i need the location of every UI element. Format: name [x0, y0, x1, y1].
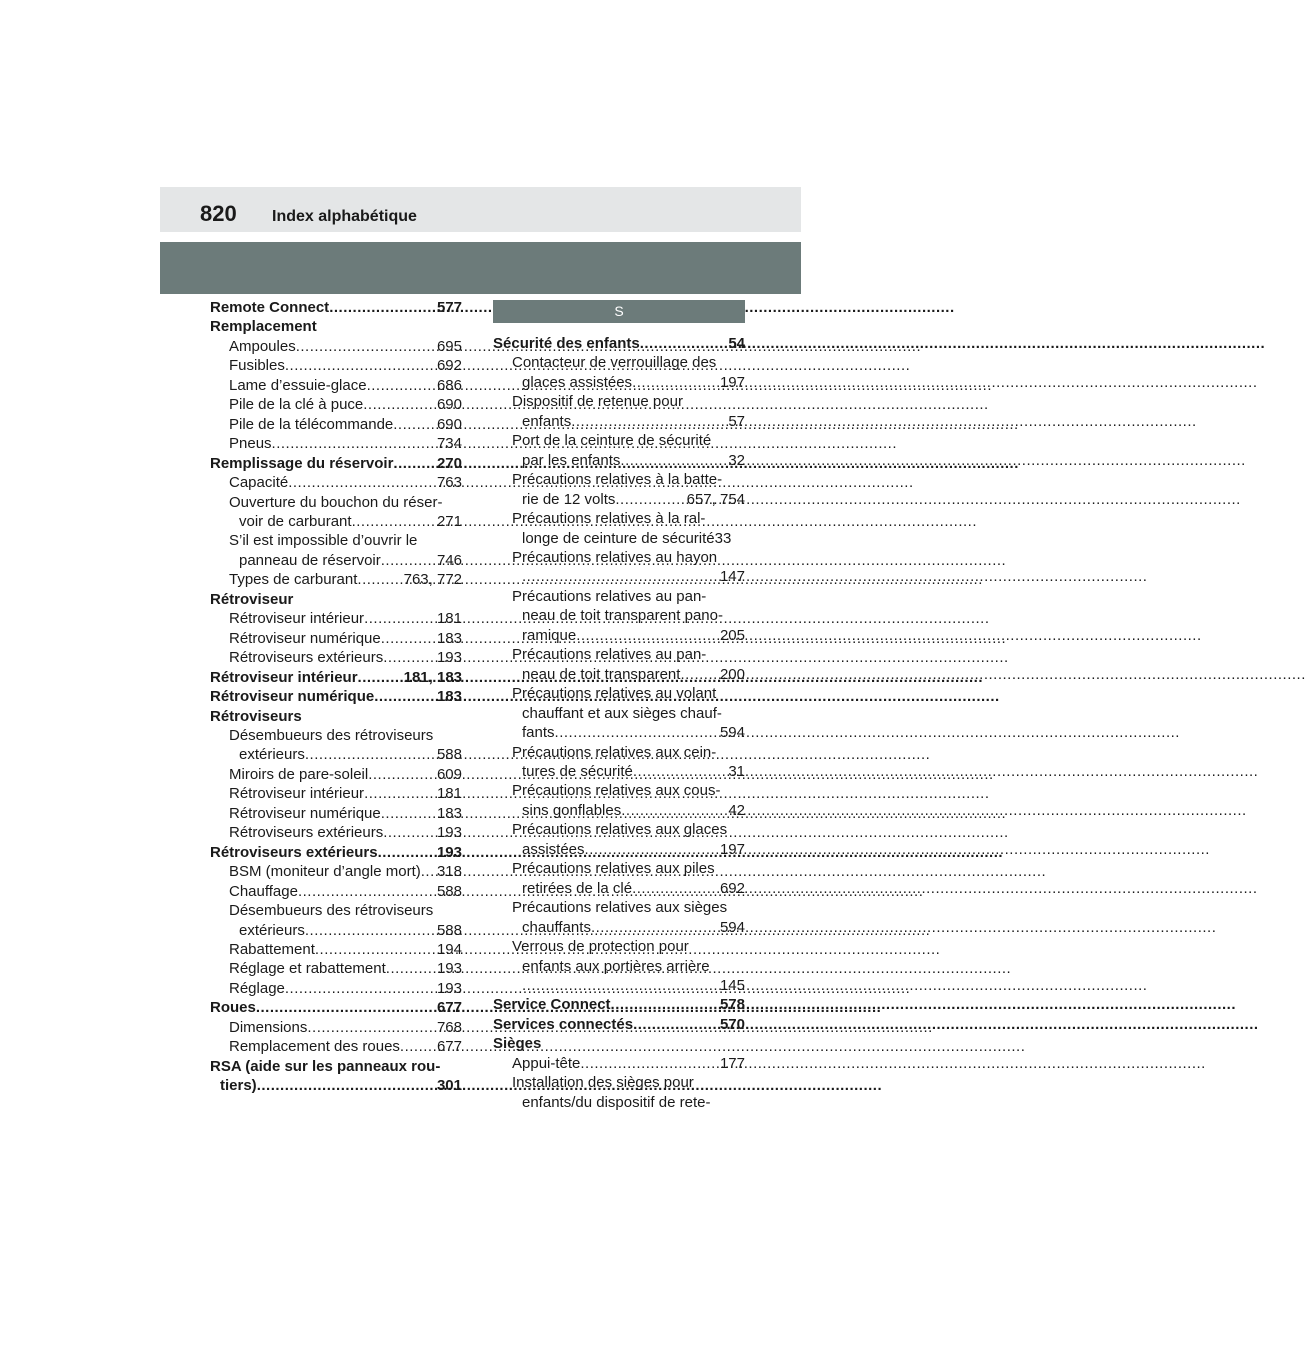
index-entry-label: Rétroviseur numérique: [210, 688, 375, 706]
index-entry-page: 318: [436, 863, 462, 881]
index-entry: [210, 687, 462, 706]
leader-dots: [381, 629, 436, 648]
index-entry-label: Remote Connect: [210, 299, 330, 316]
leader-dots: [363, 395, 436, 414]
index-entry-page: 692: [436, 357, 462, 375]
index-entry-label: Précautions relatives au pan-: [512, 587, 707, 605]
index-entry-label: fants: [522, 724, 555, 742]
index-entry-page: 197: [719, 840, 745, 858]
index-entry-page: 270: [436, 454, 462, 472]
index-entry-page: 609: [436, 765, 462, 783]
index-entry-label: Rétroviseur intérieur: [229, 785, 365, 803]
index-entry-label: Réglage et rabattement: [229, 960, 386, 978]
index-entry-label: enfants/du dispositif de rete-: [522, 1093, 711, 1111]
index-entry-label: Précautions relatives aux cein-: [512, 743, 717, 761]
index-entry-label: chauffants: [522, 918, 591, 936]
index-entry: [210, 570, 462, 589]
index-entry-label: Rétroviseurs: [210, 707, 302, 725]
leader-dots: [285, 356, 436, 375]
index-entry-label: sins gonflables: [522, 801, 622, 819]
index-entry-label: neau de toit transparent pano-: [522, 607, 723, 625]
leader-dots: [555, 723, 720, 742]
index-entry-label: Précautions relatives au pan-: [512, 646, 707, 664]
leader-dots: [357, 570, 402, 589]
index-entry: [210, 395, 462, 414]
leader-dots: [620, 451, 728, 470]
index-entry-label: Rétroviseur numérique: [229, 804, 381, 822]
index-entry: [210, 843, 462, 862]
index-entry: [493, 431, 745, 470]
index-entry-label: Précautions relatives aux piles: [512, 860, 715, 878]
index-entry-page: 205: [719, 626, 745, 644]
index-entry-label: Service Connect: [493, 996, 611, 1014]
index-entry-label: panneau de réservoir: [239, 551, 381, 569]
leader-dots: [367, 376, 436, 395]
index-entry: [493, 1034, 745, 1053]
index-entry-page: 193: [436, 979, 462, 997]
index-entry-page: 271: [436, 512, 462, 530]
index-entry-label: Pneus: [229, 435, 272, 453]
index-entry-page: 42: [728, 801, 745, 819]
leader-dots: [585, 840, 720, 859]
index-entry-label: Rabattement: [229, 940, 315, 958]
index-entry-page: 200: [719, 665, 745, 683]
index-entry: [210, 940, 462, 959]
leader-dots: [680, 665, 720, 684]
index-entry-label: par les enfants: [522, 451, 621, 469]
index-entry-label: assistées: [522, 840, 585, 858]
index-entry: [493, 820, 745, 859]
index-entry: [210, 784, 462, 803]
index-entry: [210, 629, 462, 648]
leader-dots: [364, 609, 436, 628]
index-entry-label: Précautions relatives au hayon: [512, 548, 718, 566]
index-entry: [210, 765, 462, 784]
leader-dots: [571, 412, 728, 431]
index-entry-label: Rétroviseurs extérieurs: [229, 824, 384, 842]
index-entry-page: 588: [436, 921, 462, 939]
index-entry: [493, 781, 745, 820]
index-entry-page: 147: [719, 568, 745, 586]
index-entry: [210, 726, 462, 765]
index-entry-label: rie de 12 volts: [522, 490, 616, 508]
index-entry-page: 746: [436, 551, 462, 569]
index-entry-label: Capacité: [229, 474, 289, 492]
index-entry: [493, 1054, 745, 1073]
index-entry-label: Réglage: [229, 979, 285, 997]
index-entry: [210, 356, 462, 375]
index-entry: [210, 707, 462, 726]
index-entry-page: 588: [436, 746, 462, 764]
index-entry: [493, 353, 745, 392]
leader-dots: [580, 1054, 719, 1073]
index-entry-label: Contacteur de verrouillage des: [512, 354, 717, 372]
index-entry-page: 577: [436, 299, 462, 316]
leader-dots: [381, 804, 436, 823]
leader-dots: [305, 745, 437, 764]
index-entry-label: Chauffage: [229, 882, 298, 900]
leader-dots: [632, 879, 720, 898]
index-entry: [493, 859, 745, 898]
index-entry: [210, 1018, 462, 1037]
leader-dots: [383, 823, 436, 842]
index-entry-label: Pile de la clé à puce: [229, 396, 364, 414]
index-entry: [210, 454, 462, 473]
leader-dots: [368, 765, 436, 784]
section-title: Index alphabétique: [272, 208, 417, 225]
decorative-band: [160, 242, 801, 294]
index-entry-label: glaces assistées: [522, 373, 633, 391]
index-entry-label: Précautions relatives à la ral-: [512, 510, 706, 528]
index-entry-page: 763, 772: [403, 571, 462, 589]
index-entry-page: 677: [436, 1038, 462, 1056]
index-entry: [493, 1015, 745, 1034]
index-entry: [210, 531, 462, 570]
index-entry: [493, 995, 745, 1014]
leader-dots: [576, 626, 720, 645]
index-entry-label: Désembueurs des rétroviseurs: [229, 726, 434, 744]
index-entry-page: 690: [436, 415, 462, 433]
index-entry-label: Précautions relatives à la batte-: [512, 471, 723, 489]
index-entry: [493, 743, 745, 782]
leader-dots: [591, 918, 720, 937]
index-entry: [210, 337, 462, 356]
index-entry: [210, 882, 462, 901]
leader-dots: [621, 801, 728, 820]
leader-dots: [522, 567, 720, 586]
index-entry: [493, 1073, 745, 1112]
index-entry: [210, 862, 462, 881]
index-entry: [493, 392, 745, 431]
index-entry-label: Fusibles: [229, 357, 285, 375]
index-entry-label: Ouverture du bouchon du réser-: [229, 493, 443, 511]
index-entry-label: Remplacement des roues: [229, 1038, 400, 1056]
index-entry-page: 193: [436, 960, 462, 978]
leader-dots: [400, 1037, 436, 1056]
index-entry-page: 197: [719, 373, 745, 391]
index-entry-page: 588: [436, 882, 462, 900]
index-entry-label: Précautions relatives aux sièges: [512, 899, 728, 917]
index-entry-page: 181: [436, 610, 462, 628]
page-number: 820: [200, 201, 237, 226]
index-entry-label: extérieurs: [239, 921, 305, 939]
leader-dots: [386, 959, 436, 978]
index-entry: [493, 548, 745, 587]
leader-dots: [256, 998, 436, 1017]
index-entry-label: voir de carburant: [239, 512, 352, 530]
index-entry-label: Précautions relatives aux cous-: [512, 782, 721, 800]
index-entry-label: Appui-tête: [512, 1054, 581, 1072]
index-entry: [210, 609, 462, 628]
index-entry: [493, 684, 745, 742]
index-entry-page: 686: [436, 376, 462, 394]
leader-dots: [640, 334, 728, 353]
index-entry: [210, 415, 462, 434]
index-entry: [210, 590, 462, 609]
index-entry-page: 193: [436, 649, 462, 667]
index-entry: [210, 959, 462, 978]
index-entry-label: chauffant et aux sièges chauf-: [522, 704, 722, 722]
leader-dots: [393, 415, 436, 434]
index-entry-label: Installation des sièges pour: [512, 1074, 694, 1092]
index-entry: [210, 668, 462, 687]
index-entry-page: 181: [436, 785, 462, 803]
index-entry-label: tures de sécurité: [522, 762, 633, 780]
index-entry-page: 183: [436, 629, 462, 647]
index-entry-page: 768: [436, 1018, 462, 1036]
index-entry-page: 33: [714, 529, 732, 547]
index-entry-page: 570: [719, 1015, 745, 1033]
index-entry-page: 594: [719, 918, 745, 936]
leader-dots: [381, 551, 437, 570]
index-entry: [493, 898, 745, 937]
leader-dots: [329, 298, 436, 317]
leader-dots: [393, 454, 436, 473]
index-entry-label: Verrous de protection pour: [512, 938, 689, 956]
index-entry-label: Types de carburant: [229, 571, 358, 589]
index-entry-label: Désembueurs des rétroviseurs: [229, 902, 434, 920]
index-entry: [493, 334, 745, 353]
index-entry-label: enfants aux portières arrière: [522, 957, 710, 975]
index-entry-page: 594: [719, 724, 745, 742]
leader-dots: [358, 668, 403, 687]
leader-dots: [632, 373, 720, 392]
index-entry: [210, 979, 462, 998]
index-entry-page: 177: [719, 1054, 745, 1072]
leader-dots: [296, 337, 436, 356]
index-entry-label: Sécurité des enfants: [493, 335, 640, 352]
index-entry: [493, 645, 745, 684]
index-entry-label: Services connectés: [493, 1015, 634, 1033]
index-entry-label: extérieurs: [239, 746, 305, 764]
index-entry-label: Lame d’essuie-glace: [229, 376, 367, 394]
index-entry-page: 734: [436, 435, 462, 453]
index-entry: [210, 998, 462, 1017]
index-entry: [210, 648, 462, 667]
index-entry-label: Ampoules: [229, 337, 296, 355]
index-entry-page: 32: [728, 451, 745, 469]
index-entry-label: enfants: [522, 412, 572, 430]
leader-dots: [288, 473, 436, 492]
index-entry-page: 692: [719, 879, 745, 897]
index-entry-page: 194: [436, 940, 462, 958]
index-entry: [210, 901, 462, 940]
leader-dots: [615, 490, 686, 509]
index-entry-label: neau de toit transparent: [522, 665, 681, 683]
leader-dots: [315, 940, 436, 959]
index-entry: [493, 470, 745, 509]
index-entry-page: 690: [436, 396, 462, 414]
index-entry: [210, 823, 462, 842]
index-entry-page: 301: [436, 1077, 462, 1095]
index-entry-label: BSM (moniteur d’angle mort): [229, 863, 421, 881]
index-entry-label: Dispositif de retenue pour: [512, 393, 683, 411]
index-entry-page: 145: [719, 976, 745, 994]
index-entry: [210, 473, 462, 492]
index-entry-label: Précautions relatives au volant: [512, 685, 717, 703]
index-entry-page: 763: [436, 474, 462, 492]
index-entry-label: Rétroviseurs extérieurs: [229, 649, 384, 667]
index-entry-page: 695: [436, 337, 462, 355]
leader-dots: [421, 862, 436, 881]
letter-heading: S: [493, 300, 745, 323]
index-entry-label: Rétroviseur intérieur: [229, 610, 365, 628]
leader-dots: [352, 512, 437, 531]
index-entry-page: 677: [436, 999, 462, 1017]
leader-dots: [298, 882, 436, 901]
index-entry-label: Remplissage du réservoir: [210, 454, 394, 472]
index-entry-page: 193: [436, 843, 462, 861]
leader-dots: [272, 434, 436, 453]
index-entry-label: ramique: [522, 626, 577, 644]
index-column-left: [210, 298, 462, 1096]
index-entry-page: 54: [728, 335, 745, 352]
index-entry-label: Rétroviseur intérieur: [210, 668, 358, 686]
index-entry-page: 193: [436, 824, 462, 842]
leader-dots: [307, 1018, 436, 1037]
index-entry-label: Roues: [210, 999, 256, 1017]
leader-dots: [633, 1015, 719, 1034]
leader-dots: [285, 979, 436, 998]
leader-dots: [383, 648, 436, 667]
index-entry: [210, 434, 462, 453]
leader-dots: [305, 921, 437, 940]
index-entry-page: 657, 754: [686, 490, 745, 508]
index-entry-label: retirées de la clé: [522, 879, 633, 897]
leader-dots: [364, 784, 436, 803]
leader-dots: [522, 976, 720, 995]
leader-dots: [633, 762, 728, 781]
leader-dots: [611, 995, 719, 1014]
index-column-right: [493, 300, 745, 1112]
index-entry-label: Remplacement: [210, 318, 317, 336]
index-entry-label: Rétroviseur: [210, 590, 294, 608]
index-entry-page: 57: [728, 412, 745, 430]
index-entry-page: 31: [728, 762, 745, 780]
index-entry-label: longe de ceinture de sécurité: [522, 529, 715, 547]
index-entry-page: 181, 183: [403, 668, 462, 686]
index-entry: [210, 804, 462, 823]
index-entry: [493, 587, 745, 645]
index-entry: [210, 493, 462, 532]
index-entry-label: Pile de la télécommande: [229, 415, 394, 433]
leader-dots: [374, 687, 436, 706]
index-entry-label: Port de la ceinture de sécurité: [512, 432, 712, 450]
leader-dots: [257, 1076, 437, 1095]
index-entry-label: Miroirs de pare-soleil: [229, 765, 369, 783]
index-entry-label: Rétroviseur numérique: [229, 629, 381, 647]
index-entry: [210, 1037, 462, 1056]
index-entry: [210, 298, 462, 317]
index-entry-label: Dimensions: [229, 1018, 308, 1036]
index-entry-label: Précautions relatives aux glaces: [512, 821, 728, 839]
index-entry: [210, 317, 462, 336]
index-entry-label: Sièges: [493, 1035, 542, 1053]
index-entry-page: 183: [436, 688, 462, 706]
index-entry: [493, 509, 745, 548]
leader-dots: [378, 843, 436, 862]
index-entry-label: S’il est impossible d’ouvrir le: [229, 532, 418, 550]
index-entry: [210, 376, 462, 395]
index-entry-page: 578: [719, 996, 745, 1014]
index-entry-label: tiers): [220, 1077, 257, 1095]
header-bar: [160, 187, 801, 232]
index-entry-page: 183: [436, 804, 462, 822]
index-entry: [493, 937, 745, 995]
index-entry: [210, 1057, 462, 1096]
index-entry-label: Rétroviseurs extérieurs: [210, 843, 378, 861]
index-entry-label: RSA (aide sur les panneaux rou-: [210, 1057, 441, 1075]
